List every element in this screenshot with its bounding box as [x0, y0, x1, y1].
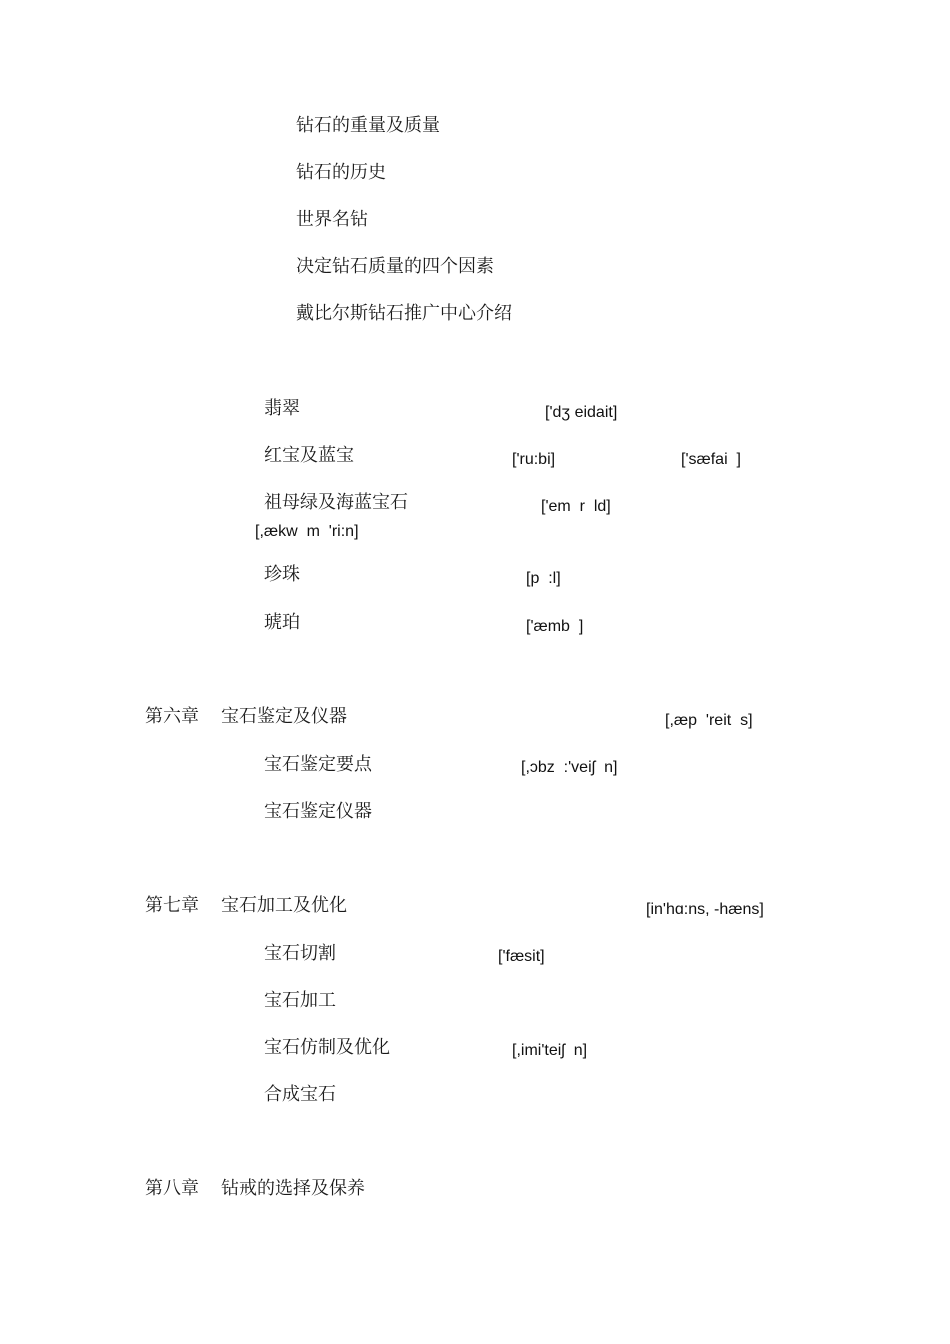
phonetic-ruby: ['ru:bi] [512, 451, 556, 468]
phonetic-amber: ['æmb ] [526, 618, 584, 635]
toc-item-jade: 翡翠 [264, 398, 300, 419]
toc-item-emerald-aquamarine: 祖母绿及海蓝宝石 [264, 492, 408, 513]
toc-item-gem-processing: 宝石加工 [264, 990, 336, 1011]
phonetic-facet: ['fæsit] [498, 948, 545, 965]
toc-item-four-factors: 决定钻石质量的四个因素 [296, 256, 494, 277]
toc-item-famous-diamonds: 世界名钻 [296, 209, 368, 230]
phonetic-pearl: [p :l] [526, 570, 561, 587]
phonetic-emerald: ['em r ld] [541, 498, 611, 515]
phonetic-jade: ['dʒ eidait] [545, 404, 618, 421]
toc-item-imitation-enhancement: 宝石仿制及优化 [264, 1037, 390, 1058]
phonetic-chapter-7: [in'hɑ:ns, -hæns] [646, 901, 764, 918]
phonetic-aquamarine: [,ækw m 'ri:n] [255, 523, 359, 540]
chapter-8-heading [145, 1178, 365, 1200]
toc-item-ruby-sapphire: 红宝及蓝宝 [264, 445, 354, 466]
chapter-6-number: 第六章 [145, 706, 199, 727]
toc-item-diamond-weight: 钻石的重量及质量 [296, 115, 440, 136]
chapter-7-title: 宝石加工及优化 [221, 895, 347, 916]
chapter-7-heading [145, 895, 347, 917]
phonetic-chapter-6: [,æp 'reit s] [665, 712, 753, 729]
chapter-8-title: 钻戒的选择及保养 [221, 1178, 365, 1199]
chapter-8-number: 第八章 [145, 1178, 199, 1199]
toc-item-debeers: 戴比尔斯钻石推广中心介绍 [296, 303, 512, 324]
phonetic-observation: [,ɔbz :'veiʃ n] [521, 759, 618, 776]
toc-item-identification-instruments: 宝石鉴定仪器 [264, 801, 372, 822]
chapter-6-heading [145, 706, 347, 728]
toc-item-diamond-history: 钻石的历史 [296, 162, 386, 183]
toc-item-synthetic-gems: 合成宝石 [264, 1084, 336, 1105]
toc-item-pearl: 珍珠 [264, 564, 300, 585]
chapter-7-number: 第七章 [145, 895, 199, 916]
toc-item-gem-cutting: 宝石切割 [264, 943, 336, 964]
phonetic-imitation: [,imi'teiʃ n] [512, 1042, 588, 1059]
toc-item-amber: 琥珀 [264, 612, 300, 633]
toc-item-identification-points: 宝石鉴定要点 [264, 754, 372, 775]
chapter-6-title: 宝石鉴定及仪器 [221, 706, 347, 727]
phonetic-sapphire: ['sæfai ] [681, 451, 741, 468]
